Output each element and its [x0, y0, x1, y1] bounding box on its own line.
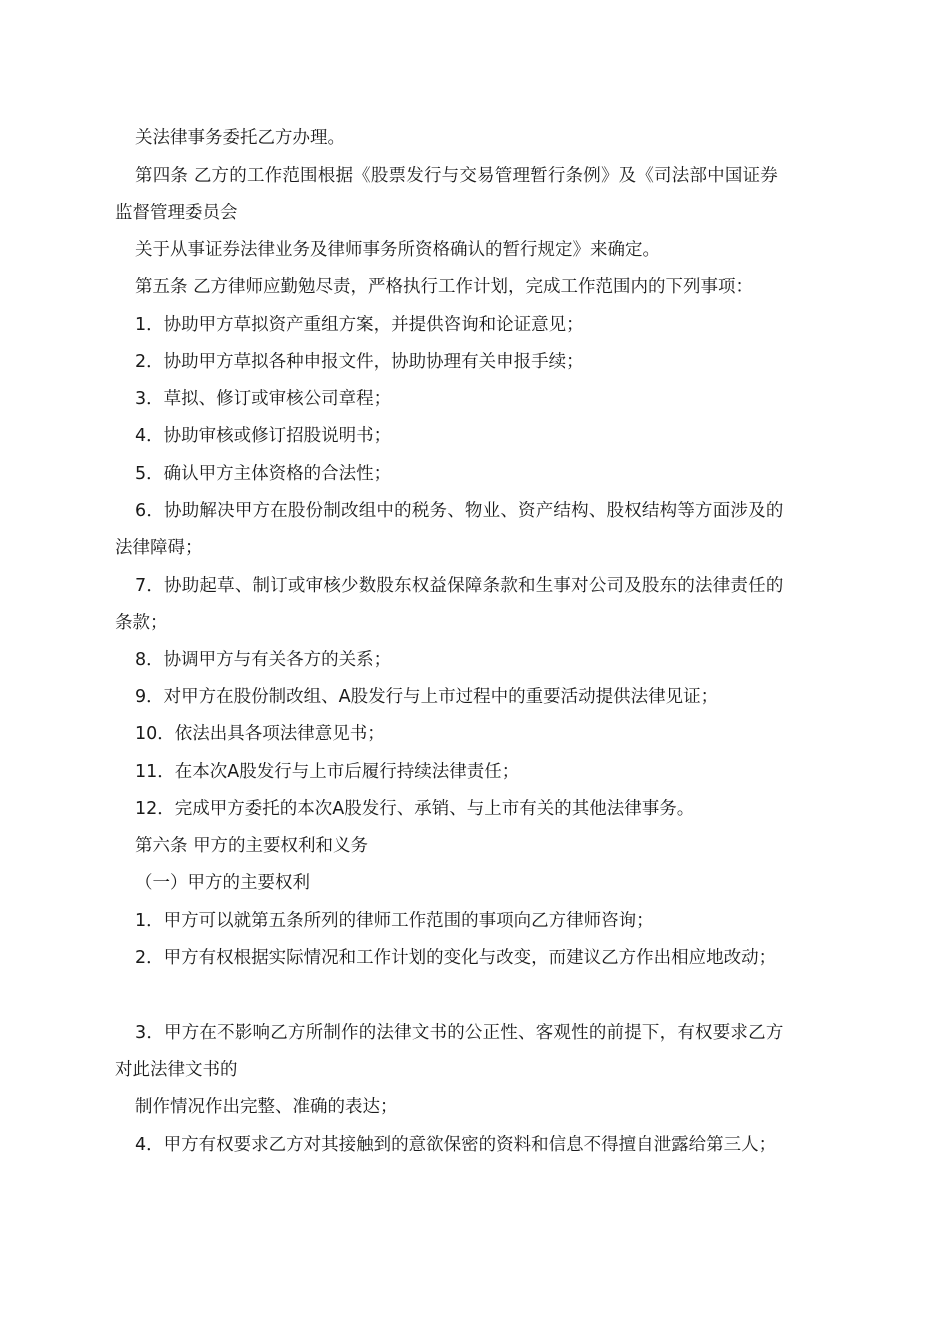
- list-item: 1．协助甲方草拟资产重组方案，并提供咨询和论证意见；: [135, 315, 584, 335]
- list-item: 8．协调甲方与有关各方的关系；: [135, 650, 392, 670]
- list-item: 3．草拟、修订或审核公司章程；: [135, 389, 392, 409]
- list-item: 9．对甲方在股份制改组、A股发行与上市过程中的重要活动提供法律见证；: [135, 687, 719, 707]
- paragraph-line: 第四条 乙方的工作范围根据《股票发行与交易管理暂行条例》及《司法部中国证券: [135, 166, 778, 186]
- list-item: 4．协助审核或修订招股说明书；: [135, 426, 392, 446]
- list-item-continuation: 对此法律文书的: [115, 1060, 238, 1080]
- section-heading: 第六条 甲方的主要权利和义务: [135, 836, 369, 856]
- list-item: 11．在本次A股发行与上市后履行持续法律责任；: [135, 762, 520, 782]
- paragraph-line: 关于从事证券法律业务及律师事务所资格确认的暂行规定》来确定。: [135, 240, 660, 260]
- paragraph-line: 关法律事务委托乙方办理。: [135, 128, 345, 148]
- list-item: 5．确认甲方主体资格的合法性；: [135, 464, 392, 484]
- list-item-continuation: 条款；: [115, 613, 168, 633]
- list-item: 7．协助起草、制订或审核少数股东权益保障条款和生事对公司及股东的法律责任的: [135, 576, 784, 596]
- paragraph-line: 第五条 乙方律师应勤勉尽责，严格执行工作计划，完成工作范围内的下列事项：: [135, 277, 754, 297]
- list-item-continuation: 法律障碍；: [115, 538, 203, 558]
- list-item: 6．协助解决甲方在股份制改组中的税务、物业、资产结构、股权结构等方面涉及的: [135, 501, 784, 521]
- list-item: 3．甲方在不影响乙方所制作的法律文书的公正性、客观性的前提下，有权要求乙方: [135, 1023, 784, 1043]
- subsection-heading: （一）甲方的主要权利: [135, 873, 310, 893]
- list-item-continuation: 制作情况作出完整、准确的表达；: [135, 1097, 398, 1117]
- list-item: 2．协助甲方草拟各种申报文件，协助协理有关申报手续；: [135, 352, 584, 372]
- list-item: 1．甲方可以就第五条所列的律师工作范围的事项向乙方律师咨询；: [135, 911, 654, 931]
- list-item: 12．完成甲方委托的本次A股发行、承销、与上市有关的其他法律事务。: [135, 799, 695, 819]
- paragraph-line: 监督管理委员会: [115, 203, 238, 223]
- list-item: 4．甲方有权要求乙方对其接触到的意欲保密的资料和信息不得擅自泄露给第三人；: [135, 1135, 777, 1155]
- list-item: 10．依法出具各项法律意见书；: [135, 724, 385, 744]
- list-item: 2．甲方有权根据实际情况和工作计划的变化与改变，而建议乙方作出相应地改动；: [135, 948, 777, 968]
